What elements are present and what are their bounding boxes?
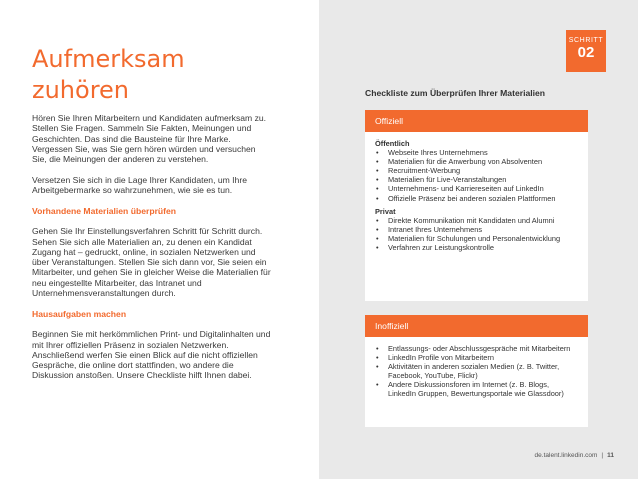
checklist-title: Checkliste zum Überprüfen Ihrer Materialien — [365, 88, 546, 98]
list-item: • Direkte Kommunikation mit Kandidaten und Alumni — [375, 216, 578, 225]
left-column — [32, 113, 272, 391]
private-group-title: Privat — [375, 206, 396, 216]
section-heading-materials: Vorhandene Materialien überprüfen — [32, 205, 177, 216]
footer-separator: | — [601, 452, 604, 459]
list-item: • Andere Diskussionsforen im Internet (z. B. Blogs, LinkedIn Gruppen, Bewertungsportale wie Glassdoor) — [375, 380, 578, 398]
public-list — [375, 148, 578, 203]
list-item: • Materialien für die Anwerbung von Absolventen — [375, 157, 578, 166]
section-heading-homework: Hausaufgaben machen — [32, 308, 127, 319]
official-card-body — [365, 132, 588, 252]
empathy-paragraph: Versetzen Sie sich in die Lage Ihrer Kandidaten, um Ihre Arbeitgebermarke so wahrzunehmen, wie sie es tun. — [32, 174, 247, 196]
private-list — [375, 216, 578, 252]
unofficial-list — [375, 344, 578, 399]
public-group-title: Öffentlich — [375, 139, 410, 148]
unofficial-card-header: Inoffiziell — [365, 315, 588, 337]
list-item: • Offizielle Präsenz bei anderen sozialen Plattformen — [375, 194, 578, 203]
page-title — [32, 44, 185, 106]
list-item: • Verfahren zur Leistungskontrolle — [375, 243, 578, 252]
list-item: • Materialien für Schulungen und Personalentwicklung — [375, 234, 578, 243]
list-item: • Entlassungs- oder Abschlussgespräche mit Mitarbeitern — [375, 344, 578, 353]
list-item: • Intranet Ihres Unternehmens — [375, 225, 578, 234]
list-item: • LinkedIn Profile von Mitarbeitern — [375, 353, 578, 362]
footer-url[interactable]: de.talent.linkedin.com — [534, 452, 598, 459]
list-item: • Webseite Ihres Unternehmens — [375, 148, 578, 157]
list-item: • Recruitment-Werbung — [375, 166, 578, 175]
step-badge — [566, 30, 606, 72]
homework-paragraph: Beginnen Sie mit herkömmlichen Print- und Digitalinhalten und mit Ihrer offiziellen Präsenz in sozialen Netzwerken. Anschließend werfen Sie einen Blick auf die nicht offiziellen Gespräche, die online dort stattfinden, wo andere die Diskussion anstoßen. Unsere Checkliste hilft Ihnen dabei. — [32, 329, 271, 381]
list-item: • Materialien für Live-Veranstaltungen — [375, 175, 578, 184]
unofficial-card-body — [365, 337, 588, 399]
intro-paragraph: Hören Sie Ihren Mitarbeitern und Kandidaten aufmerksam zu. Stellen Sie Fragen. Sammeln Sie Fakten, Meinungen und Geschichten. Das sind die Bausteine für Ihre Marke. Vergessen Sie, was Sie gern hören würden und versuchen Sie, die Meinungen der anderen zu verstehen. — [32, 113, 267, 165]
official-card — [365, 110, 588, 301]
official-card-header: Offiziell — [365, 110, 588, 132]
step-number: 02 — [577, 44, 595, 61]
materials-paragraph: Gehen Sie Ihr Einstellungsverfahren Schritt für Schritt durch. Sehen Sie sich alle Materialien an, zu denen ein Kandidat Zugang hat – gedruckt, online, in sozialen Netzwerken und über Veranstaltungen. Stellen Sie sich dann vor, Sie seien ein Mitarbeiter, und gehen Sie in gleicher Weise die Materialien für neu eingestellte Mitarbeiter, das Intranet und Unternehmensveranstaltungen durch. — [32, 226, 271, 299]
list-item: • Unternehmens- und Karriereseiten auf LinkedIn — [375, 184, 578, 193]
step-label: SCHRITT — [568, 37, 604, 44]
title-line-2: zuhören — [32, 76, 130, 104]
unofficial-card — [365, 315, 588, 427]
page-number: 11 — [607, 452, 614, 459]
title-line-1: Aufmerksam — [32, 45, 185, 73]
footer — [535, 452, 614, 459]
list-item: • Aktivitäten in anderen sozialen Medien (z. B. Twitter, Facebook, YouTube, Flickr) — [375, 362, 578, 380]
